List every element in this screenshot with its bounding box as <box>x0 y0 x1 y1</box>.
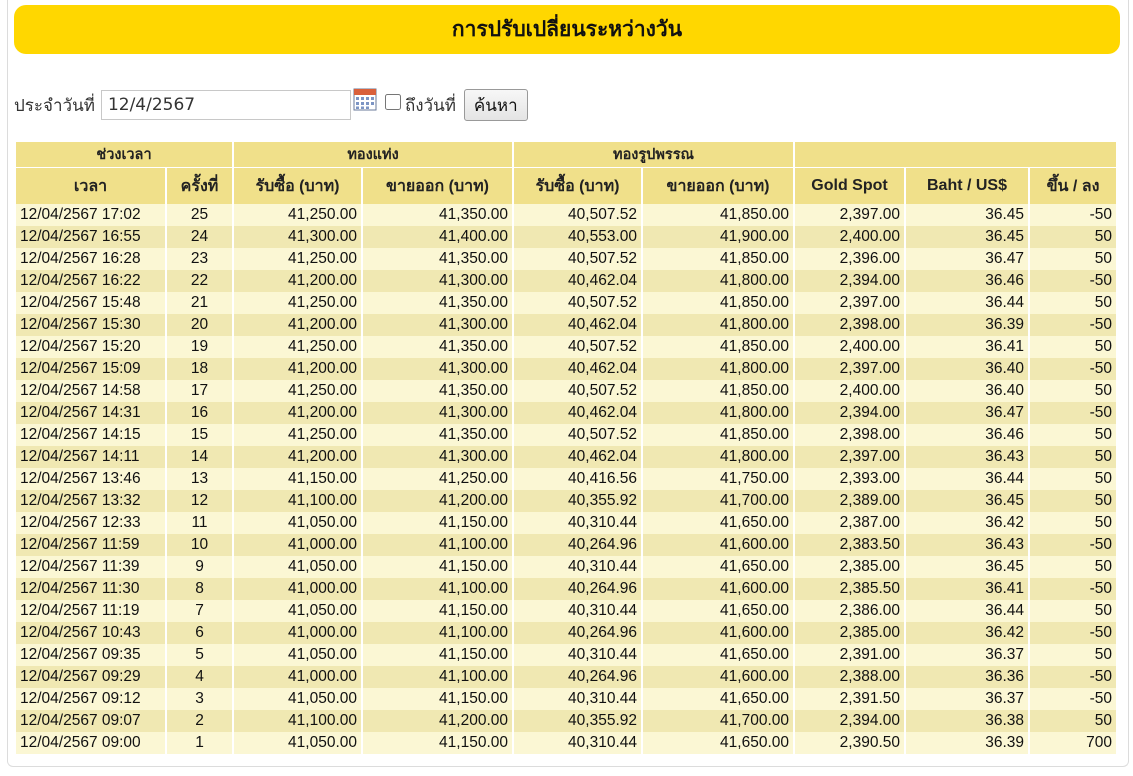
cell-baht-usd: 36.42 <box>906 622 1030 644</box>
cell-bar-buy: 41,050.00 <box>234 556 363 578</box>
cell-gold-spot: 2,394.00 <box>795 270 906 292</box>
cell-time: 12/04/2567 15:20 <box>16 336 167 358</box>
cell-ornament-buy: 40,310.44 <box>514 556 643 578</box>
cell-ornament-sell: 41,700.00 <box>643 490 795 512</box>
group-header-gold-ornament: ทองรูปพรรณ <box>514 142 795 167</box>
cell-time: 12/04/2567 16:22 <box>16 270 167 292</box>
cell-round: 15 <box>167 424 234 446</box>
cell-ornament-sell: 41,600.00 <box>643 578 795 600</box>
cell-time: 12/04/2567 12:33 <box>16 512 167 534</box>
cell-baht-usd: 36.40 <box>906 380 1030 402</box>
cell-baht-usd: 36.44 <box>906 292 1030 314</box>
cell-change: -50 <box>1030 402 1118 424</box>
cell-baht-usd: 36.36 <box>906 666 1030 688</box>
to-date-checkbox[interactable] <box>385 94 401 110</box>
cell-ornament-sell: 41,900.00 <box>643 226 795 248</box>
cell-ornament-buy: 40,355.92 <box>514 490 643 512</box>
table-row <box>16 314 1118 336</box>
cell-time: 12/04/2567 15:09 <box>16 358 167 380</box>
cell-bar-buy: 41,050.00 <box>234 644 363 666</box>
cell-gold-spot: 2,394.00 <box>795 402 906 424</box>
cell-ornament-sell: 41,800.00 <box>643 446 795 468</box>
cell-bar-buy: 41,000.00 <box>234 622 363 644</box>
cell-gold-spot: 2,383.50 <box>795 534 906 556</box>
cell-change: -50 <box>1030 622 1118 644</box>
cell-baht-usd: 36.41 <box>906 578 1030 600</box>
cell-time: 12/04/2567 09:00 <box>16 732 167 754</box>
cell-baht-usd: 36.44 <box>906 600 1030 622</box>
table-row <box>16 380 1118 402</box>
cell-bar-sell: 41,300.00 <box>363 270 514 292</box>
cell-ornament-buy: 40,462.04 <box>514 446 643 468</box>
cell-ornament-sell: 41,800.00 <box>643 358 795 380</box>
cell-change: 50 <box>1030 248 1118 270</box>
cell-round: 4 <box>167 666 234 688</box>
cell-time: 12/04/2567 16:28 <box>16 248 167 270</box>
cell-round: 17 <box>167 380 234 402</box>
cell-gold-spot: 2,387.00 <box>795 512 906 534</box>
cell-gold-spot: 2,389.00 <box>795 490 906 512</box>
table-row <box>16 710 1118 732</box>
cell-change: 50 <box>1030 490 1118 512</box>
cell-bar-buy: 41,000.00 <box>234 666 363 688</box>
cell-change: 50 <box>1030 556 1118 578</box>
cell-bar-buy: 41,000.00 <box>234 578 363 600</box>
cell-ornament-sell: 41,750.00 <box>643 468 795 490</box>
cell-bar-sell: 41,300.00 <box>363 446 514 468</box>
cell-change: 50 <box>1030 644 1118 666</box>
cell-ornament-sell: 41,850.00 <box>643 424 795 446</box>
cell-change: -50 <box>1030 314 1118 336</box>
cell-change: 50 <box>1030 380 1118 402</box>
cell-bar-buy: 41,250.00 <box>234 424 363 446</box>
cell-ornament-buy: 40,507.52 <box>514 336 643 358</box>
cell-bar-sell: 41,100.00 <box>363 666 514 688</box>
cell-ornament-sell: 41,850.00 <box>643 380 795 402</box>
cell-bar-sell: 41,350.00 <box>363 248 514 270</box>
table-row <box>16 270 1118 292</box>
to-date-label: ถึงวันที่ <box>404 95 456 116</box>
table-row <box>16 358 1118 380</box>
cell-gold-spot: 2,400.00 <box>795 380 906 402</box>
cell-gold-spot: 2,390.50 <box>795 732 906 754</box>
cell-change: -50 <box>1030 578 1118 600</box>
cell-gold-spot: 2,388.00 <box>795 666 906 688</box>
cell-gold-spot: 2,397.00 <box>795 358 906 380</box>
cell-round: 12 <box>167 490 234 512</box>
cell-bar-buy: 41,200.00 <box>234 358 363 380</box>
cell-round: 14 <box>167 446 234 468</box>
cell-time: 12/04/2567 14:15 <box>16 424 167 446</box>
cell-round: 20 <box>167 314 234 336</box>
cell-baht-usd: 36.44 <box>906 468 1030 490</box>
table-row <box>16 644 1118 666</box>
cell-ornament-sell: 41,650.00 <box>643 512 795 534</box>
cell-bar-sell: 41,100.00 <box>363 578 514 600</box>
cell-change: 50 <box>1030 710 1118 732</box>
cell-baht-usd: 36.47 <box>906 402 1030 424</box>
group-header-gold-bar: ทองแท่ง <box>234 142 514 167</box>
table-row <box>16 248 1118 270</box>
cell-ornament-buy: 40,310.44 <box>514 600 643 622</box>
cell-ornament-sell: 41,600.00 <box>643 534 795 556</box>
cell-bar-sell: 41,350.00 <box>363 204 514 226</box>
price-change-table <box>16 142 1118 754</box>
cell-time: 12/04/2567 11:19 <box>16 600 167 622</box>
cell-time: 12/04/2567 13:32 <box>16 490 167 512</box>
cell-time: 12/04/2567 09:29 <box>16 666 167 688</box>
cell-baht-usd: 36.43 <box>906 534 1030 556</box>
table-row <box>16 292 1118 314</box>
cell-time: 12/04/2567 17:02 <box>16 204 167 226</box>
group-header-time: ช่วงเวลา <box>16 142 234 167</box>
cell-change: 50 <box>1030 446 1118 468</box>
cell-round: 10 <box>167 534 234 556</box>
cell-change: 700 <box>1030 732 1118 754</box>
cell-ornament-sell: 41,850.00 <box>643 336 795 358</box>
cell-baht-usd: 36.38 <box>906 710 1030 732</box>
cell-bar-buy: 41,100.00 <box>234 490 363 512</box>
cell-time: 12/04/2567 11:59 <box>16 534 167 556</box>
cell-ornament-sell: 41,700.00 <box>643 710 795 732</box>
cell-bar-buy: 41,150.00 <box>234 468 363 490</box>
cell-time: 12/04/2567 14:58 <box>16 380 167 402</box>
cell-bar-buy: 41,100.00 <box>234 710 363 732</box>
cell-baht-usd: 36.47 <box>906 248 1030 270</box>
cell-ornament-buy: 40,507.52 <box>514 380 643 402</box>
cell-bar-sell: 41,350.00 <box>363 424 514 446</box>
cell-baht-usd: 36.41 <box>906 336 1030 358</box>
table-row <box>16 666 1118 688</box>
cell-bar-sell: 41,150.00 <box>363 556 514 578</box>
cell-round: 21 <box>167 292 234 314</box>
cell-time: 12/04/2567 15:30 <box>16 314 167 336</box>
table-row <box>16 732 1118 754</box>
cell-baht-usd: 36.45 <box>906 204 1030 226</box>
cell-ornament-buy: 40,355.92 <box>514 710 643 732</box>
cell-round: 16 <box>167 402 234 424</box>
cell-bar-buy: 41,300.00 <box>234 226 363 248</box>
cell-round: 3 <box>167 688 234 710</box>
cell-baht-usd: 36.40 <box>906 358 1030 380</box>
table-row <box>16 556 1118 578</box>
cell-time: 12/04/2567 14:11 <box>16 446 167 468</box>
cell-round: 6 <box>167 622 234 644</box>
cell-baht-usd: 36.43 <box>906 446 1030 468</box>
cell-ornament-buy: 40,310.44 <box>514 732 643 754</box>
cell-bar-sell: 41,350.00 <box>363 336 514 358</box>
table-row <box>16 490 1118 512</box>
column-header-bar-sell: ขายออก (บาท) <box>363 167 514 204</box>
table-row <box>16 600 1118 622</box>
cell-change: 50 <box>1030 468 1118 490</box>
cell-baht-usd: 36.42 <box>906 512 1030 534</box>
column-header-time: เวลา <box>16 167 167 204</box>
search-button[interactable]: ค้นหา <box>464 89 528 121</box>
cell-bar-buy: 41,050.00 <box>234 732 363 754</box>
cell-bar-sell: 41,150.00 <box>363 688 514 710</box>
cell-ornament-sell: 41,850.00 <box>643 204 795 226</box>
cell-bar-buy: 41,000.00 <box>234 534 363 556</box>
cell-ornament-buy: 40,507.52 <box>514 204 643 226</box>
cell-bar-sell: 41,150.00 <box>363 644 514 666</box>
cell-ornament-buy: 40,462.04 <box>514 358 643 380</box>
search-form <box>14 87 528 123</box>
cell-change: -50 <box>1030 534 1118 556</box>
cell-gold-spot: 2,394.00 <box>795 710 906 732</box>
table-row <box>16 688 1118 710</box>
cell-bar-sell: 41,100.00 <box>363 622 514 644</box>
table-row <box>16 336 1118 358</box>
cell-ornament-buy: 40,553.00 <box>514 226 643 248</box>
cell-baht-usd: 36.39 <box>906 314 1030 336</box>
cell-round: 25 <box>167 204 234 226</box>
cell-ornament-sell: 41,650.00 <box>643 600 795 622</box>
cell-gold-spot: 2,400.00 <box>795 336 906 358</box>
cell-time: 12/04/2567 09:07 <box>16 710 167 732</box>
cell-gold-spot: 2,397.00 <box>795 446 906 468</box>
cell-bar-sell: 41,300.00 <box>363 358 514 380</box>
group-header-market <box>795 142 1118 167</box>
cell-ornament-sell: 41,600.00 <box>643 666 795 688</box>
table-row <box>16 424 1118 446</box>
cell-ornament-buy: 40,507.52 <box>514 248 643 270</box>
cell-baht-usd: 36.46 <box>906 270 1030 292</box>
cell-ornament-sell: 41,600.00 <box>643 622 795 644</box>
cell-bar-buy: 41,250.00 <box>234 248 363 270</box>
cell-round: 11 <box>167 512 234 534</box>
cell-time: 12/04/2567 11:39 <box>16 556 167 578</box>
cell-bar-buy: 41,200.00 <box>234 270 363 292</box>
cell-gold-spot: 2,397.00 <box>795 292 906 314</box>
cell-ornament-buy: 40,310.44 <box>514 644 643 666</box>
cell-gold-spot: 2,397.00 <box>795 204 906 226</box>
cell-bar-buy: 41,250.00 <box>234 292 363 314</box>
cell-ornament-buy: 40,462.04 <box>514 402 643 424</box>
cell-gold-spot: 2,385.00 <box>795 622 906 644</box>
cell-baht-usd: 36.45 <box>906 556 1030 578</box>
cell-bar-buy: 41,250.00 <box>234 336 363 358</box>
cell-baht-usd: 36.45 <box>906 490 1030 512</box>
cell-bar-buy: 41,250.00 <box>234 204 363 226</box>
cell-gold-spot: 2,398.00 <box>795 314 906 336</box>
column-header-ornament-buy: รับซื้อ (บาท) <box>514 167 643 204</box>
cell-gold-spot: 2,398.00 <box>795 424 906 446</box>
cell-change: -50 <box>1030 270 1118 292</box>
cell-ornament-sell: 41,650.00 <box>643 732 795 754</box>
cell-ornament-buy: 40,264.96 <box>514 578 643 600</box>
cell-time: 12/04/2567 09:12 <box>16 688 167 710</box>
date-label: ประจำวันที่ <box>14 95 95 116</box>
cell-bar-buy: 41,200.00 <box>234 314 363 336</box>
cell-gold-spot: 2,385.50 <box>795 578 906 600</box>
cell-time: 12/04/2567 15:48 <box>16 292 167 314</box>
table-body <box>16 204 1118 754</box>
cell-ornament-sell: 41,650.00 <box>643 688 795 710</box>
cell-bar-sell: 41,150.00 <box>363 732 514 754</box>
cell-change: 50 <box>1030 424 1118 446</box>
cell-change: 50 <box>1030 336 1118 358</box>
cell-round: 7 <box>167 600 234 622</box>
cell-ornament-buy: 40,310.44 <box>514 512 643 534</box>
cell-bar-buy: 41,050.00 <box>234 688 363 710</box>
calendar-icon[interactable] <box>353 87 377 111</box>
cell-bar-buy: 41,250.00 <box>234 380 363 402</box>
cell-gold-spot: 2,400.00 <box>795 226 906 248</box>
cell-round: 2 <box>167 710 234 732</box>
column-header-bar-buy: รับซื้อ (บาท) <box>234 167 363 204</box>
cell-ornament-buy: 40,264.96 <box>514 534 643 556</box>
cell-bar-sell: 41,300.00 <box>363 402 514 424</box>
cell-bar-sell: 41,200.00 <box>363 490 514 512</box>
date-input[interactable] <box>101 90 351 120</box>
cell-round: 9 <box>167 556 234 578</box>
cell-round: 1 <box>167 732 234 754</box>
cell-change: 50 <box>1030 600 1118 622</box>
cell-round: 24 <box>167 226 234 248</box>
cell-ornament-sell: 41,650.00 <box>643 556 795 578</box>
cell-bar-buy: 41,200.00 <box>234 446 363 468</box>
cell-time: 12/04/2567 16:55 <box>16 226 167 248</box>
cell-round: 5 <box>167 644 234 666</box>
table-row <box>16 204 1118 226</box>
cell-baht-usd: 36.37 <box>906 644 1030 666</box>
cell-change: -50 <box>1030 358 1118 380</box>
cell-change: -50 <box>1030 688 1118 710</box>
cell-gold-spot: 2,391.00 <box>795 644 906 666</box>
cell-round: 8 <box>167 578 234 600</box>
cell-bar-sell: 41,200.00 <box>363 710 514 732</box>
cell-bar-sell: 41,100.00 <box>363 534 514 556</box>
cell-time: 12/04/2567 09:35 <box>16 644 167 666</box>
cell-bar-sell: 41,150.00 <box>363 600 514 622</box>
cell-ornament-sell: 41,800.00 <box>643 314 795 336</box>
cell-gold-spot: 2,391.50 <box>795 688 906 710</box>
cell-gold-spot: 2,386.00 <box>795 600 906 622</box>
cell-baht-usd: 36.37 <box>906 688 1030 710</box>
cell-bar-sell: 41,300.00 <box>363 314 514 336</box>
cell-bar-buy: 41,050.00 <box>234 512 363 534</box>
cell-time: 12/04/2567 10:43 <box>16 622 167 644</box>
cell-ornament-sell: 41,800.00 <box>643 402 795 424</box>
cell-ornament-buy: 40,507.52 <box>514 424 643 446</box>
cell-ornament-sell: 41,850.00 <box>643 292 795 314</box>
cell-ornament-buy: 40,462.04 <box>514 314 643 336</box>
table-row <box>16 402 1118 424</box>
cell-bar-sell: 41,250.00 <box>363 468 514 490</box>
cell-ornament-sell: 41,850.00 <box>643 248 795 270</box>
cell-change: 50 <box>1030 512 1118 534</box>
cell-ornament-buy: 40,416.56 <box>514 468 643 490</box>
cell-round: 23 <box>167 248 234 270</box>
cell-time: 12/04/2567 11:30 <box>16 578 167 600</box>
cell-ornament-sell: 41,800.00 <box>643 270 795 292</box>
table-row <box>16 468 1118 490</box>
cell-bar-buy: 41,200.00 <box>234 402 363 424</box>
cell-change: -50 <box>1030 666 1118 688</box>
cell-round: 13 <box>167 468 234 490</box>
cell-ornament-sell: 41,650.00 <box>643 644 795 666</box>
cell-gold-spot: 2,385.00 <box>795 556 906 578</box>
cell-ornament-buy: 40,507.52 <box>514 292 643 314</box>
cell-bar-sell: 41,150.00 <box>363 512 514 534</box>
cell-baht-usd: 36.39 <box>906 732 1030 754</box>
cell-time: 12/04/2567 13:46 <box>16 468 167 490</box>
cell-round: 18 <box>167 358 234 380</box>
column-header-gold-spot: Gold Spot <box>795 167 906 204</box>
cell-ornament-buy: 40,264.96 <box>514 666 643 688</box>
page-title: การปรับเปลี่ยนระหว่างวัน <box>14 5 1120 54</box>
cell-change: 50 <box>1030 226 1118 248</box>
table-row <box>16 534 1118 556</box>
table-row <box>16 578 1118 600</box>
cell-change: -50 <box>1030 204 1118 226</box>
cell-round: 19 <box>167 336 234 358</box>
column-header-change: ขึ้น / ลง <box>1030 167 1118 204</box>
table-row <box>16 622 1118 644</box>
cell-gold-spot: 2,393.00 <box>795 468 906 490</box>
cell-round: 22 <box>167 270 234 292</box>
table-row <box>16 446 1118 468</box>
table-row <box>16 226 1118 248</box>
cell-change: 50 <box>1030 292 1118 314</box>
table-row <box>16 512 1118 534</box>
cell-time: 12/04/2567 14:31 <box>16 402 167 424</box>
column-header-baht-usd: Baht / US$ <box>906 167 1030 204</box>
cell-bar-sell: 41,350.00 <box>363 292 514 314</box>
cell-ornament-buy: 40,310.44 <box>514 688 643 710</box>
cell-ornament-buy: 40,462.04 <box>514 270 643 292</box>
cell-bar-sell: 41,350.00 <box>363 380 514 402</box>
cell-baht-usd: 36.46 <box>906 424 1030 446</box>
cell-bar-sell: 41,400.00 <box>363 226 514 248</box>
cell-bar-buy: 41,050.00 <box>234 600 363 622</box>
cell-ornament-buy: 40,264.96 <box>514 622 643 644</box>
cell-gold-spot: 2,396.00 <box>795 248 906 270</box>
column-header-ornament-sell: ขายออก (บาท) <box>643 167 795 204</box>
cell-baht-usd: 36.45 <box>906 226 1030 248</box>
column-header-round: ครั้งที่ <box>167 167 234 204</box>
